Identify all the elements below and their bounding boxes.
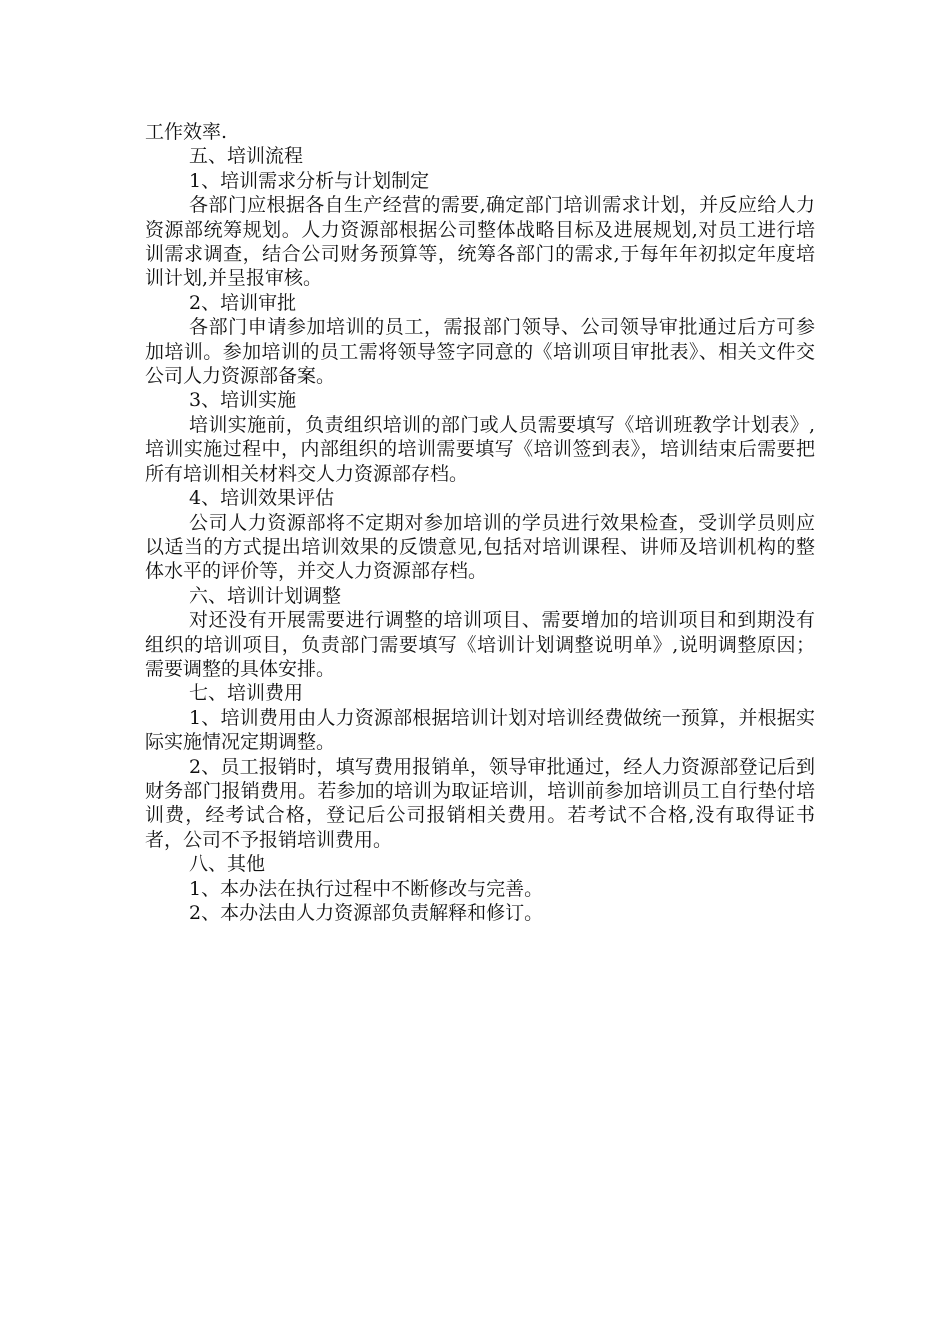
paragraph-costs-reimbursement: 2、员工报销时，填写费用报销单，领导审批通过，经人力资源部登记后到财务部门报销费用。若参加的培训为取证培训，培训前参加培训员工自行垫付培训费，经考试合格，登记后公司报销相关费用。若考试不合格,没有取得证书者，公司不予报销培训费用。 [145,755,815,851]
paragraph-other-revision: 1、本办法在执行过程中不断修改与完善。 [189,877,544,900]
paragraph-continuation: 工作效率. [145,121,228,143]
subheading-evaluation: 4、培训效果评估 [189,487,335,510]
section-heading-costs: 七、培训费用 [189,682,304,705]
subheading-implementation: 3、培训实施 [189,389,297,412]
paragraph-approval: 各部门申请参加培训的员工，需报部门领导、公司领导审批通过后方可参加培训。参加培训的员工需将领导签字同意的《培训项目审批表》、相关文件交公司人力资源部备案。 [145,316,815,388]
paragraph-plan-adjustment: 对还没有开展需要进行调整的培训项目、需要增加的培训项目和到期没有组织的培训项目，负责部门需要填写《培训计划调整说明单》,说明调整原因；需要调整的具体安排。 [145,609,815,680]
paragraph-costs-budget: 1、培训费用由人力资源部根据培训计划对培训经费做统一预算，并根据实际实施情况定期调整。 [145,706,815,754]
section-heading-process: 五、培训流程 [189,145,304,168]
section-heading-plan-adjustment: 六、培训计划调整 [189,584,342,607]
document-body [145,120,815,925]
section-heading-other: 八、其他 [189,853,266,876]
paragraph-evaluation: 公司人力资源部将不定期对参加培训的学员进行效果检查，受训学员则应以适当的方式提出培训效果的反馈意见,包括对培训课程、讲师及培训机构的整体水平的评价等，并交人力资源部存档。 [145,511,815,583]
paragraph-needs-analysis: 各部门应根据各自生产经营的需要,确定部门培训需求计划，并反应给人力资源部统筹规划。人力资源部根据公司整体战略目标及进展规划,对员工进行培训需求调查，结合公司财务预算等，统筹各部门的需求,于每年年初拟定年度培训计划,并呈报审核。 [145,194,815,290]
paragraph-other-interpretation: 2、本办法由人力资源部负责解释和修订。 [189,902,544,924]
paragraph-implementation: 培训实施前，负责组织培训的部门或人员需要填写《培训班教学计划表》,培训实施过程中，内部组织的培训需要填写《培训签到表》，培训结束后需要把所有培训相关材料交人力资源部存档。 [145,413,815,485]
subheading-approval: 2、培训审批 [189,291,297,314]
subheading-needs-analysis: 1、培训需求分析与计划制定 [189,169,430,192]
